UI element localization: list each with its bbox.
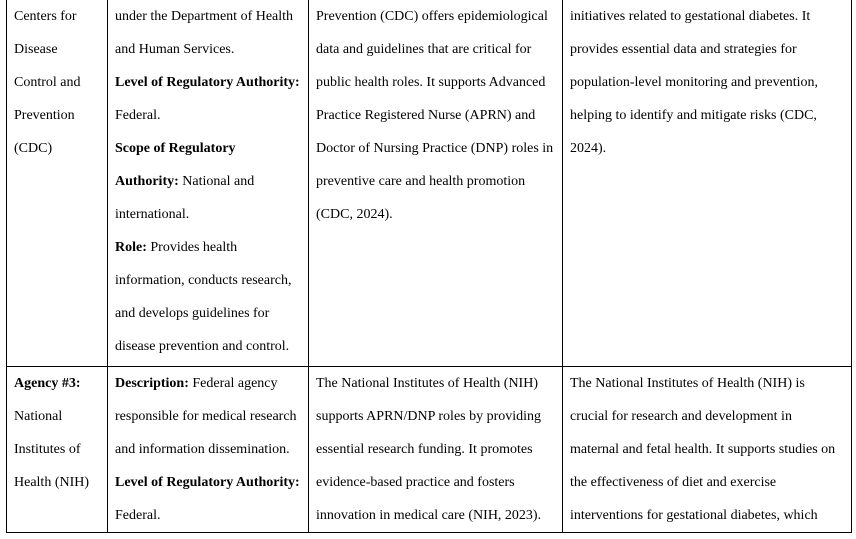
level-label: Level of Regulatory Authority: [115,475,300,490]
role-label: Role: [115,240,147,255]
gestational-diabetes-text: initiatives related to gestational diabetes. It provides essential data and strategies for population-level monitoring and prevention, helping to identify and mitigate risks (CDC, 2024). [570,9,819,156]
agency-description-cell [108,367,309,533]
agency-name-cell [7,367,108,533]
table-row [7,367,852,533]
scope-value: National and international. [115,174,255,222]
agency-name-line: Control and [14,75,81,90]
gestational-diabetes-text: The National Institutes of Health (NIH) is crucial for research and development in maternal and fetal health. It supports studies on the effectiveness of diet and exercise interventions for gestational diabetes, which [570,376,836,523]
gestational-diabetes-cell [563,367,852,533]
agency-name-line: Disease [14,42,58,57]
agency-name-line: Prevention [14,108,75,123]
agency-name-line: Health (NIH) [14,475,90,490]
level-value: Federal. [115,508,161,523]
level-value: Federal. [115,108,161,123]
table-row [7,0,852,367]
scope-label: Scope of Regulatory Authority: [115,141,236,189]
description-continued: under the Department of Health and Human Services. [115,9,294,57]
agency-name-line: Centers for [14,9,77,24]
role-value: Provides health information, conducts research, and develops guidelines for disease prevention and control. [115,240,292,354]
aprn-dnp-role-cell [309,367,563,533]
regulatory-agencies-table [6,0,852,533]
description-label: Description: [115,376,189,391]
aprn-dnp-role-text: The National Institutes of Health (NIH) supports APRN/DNP roles by providing essential research funding. It promotes evidence-based practice and fosters innovation in medical care (NIH, 2023). [316,376,542,523]
agency-name-line: Institutes of [14,442,81,457]
agency-name-cell [7,0,108,367]
level-label: Level of Regulatory Authority: [115,75,300,90]
gestational-diabetes-cell [563,0,852,367]
agency-number-label: Agency #3: [14,376,81,391]
aprn-dnp-role-cell [309,0,563,367]
aprn-dnp-role-text: Prevention (CDC) offers epidemiological data and guidelines that are critical for public health roles. It supports Advanced Practice Registered Nurse (APRN) and Doctor of Nursing Practice (DNP) roles in preventive care and health promotion (CDC, 2024). [316,9,554,222]
agency-description-cell [108,0,309,367]
agency-name-line: (CDC) [14,141,53,156]
agency-name-line: National [14,409,63,424]
description-value: Federal agency responsible for medical research and information dissemination. [115,376,297,457]
